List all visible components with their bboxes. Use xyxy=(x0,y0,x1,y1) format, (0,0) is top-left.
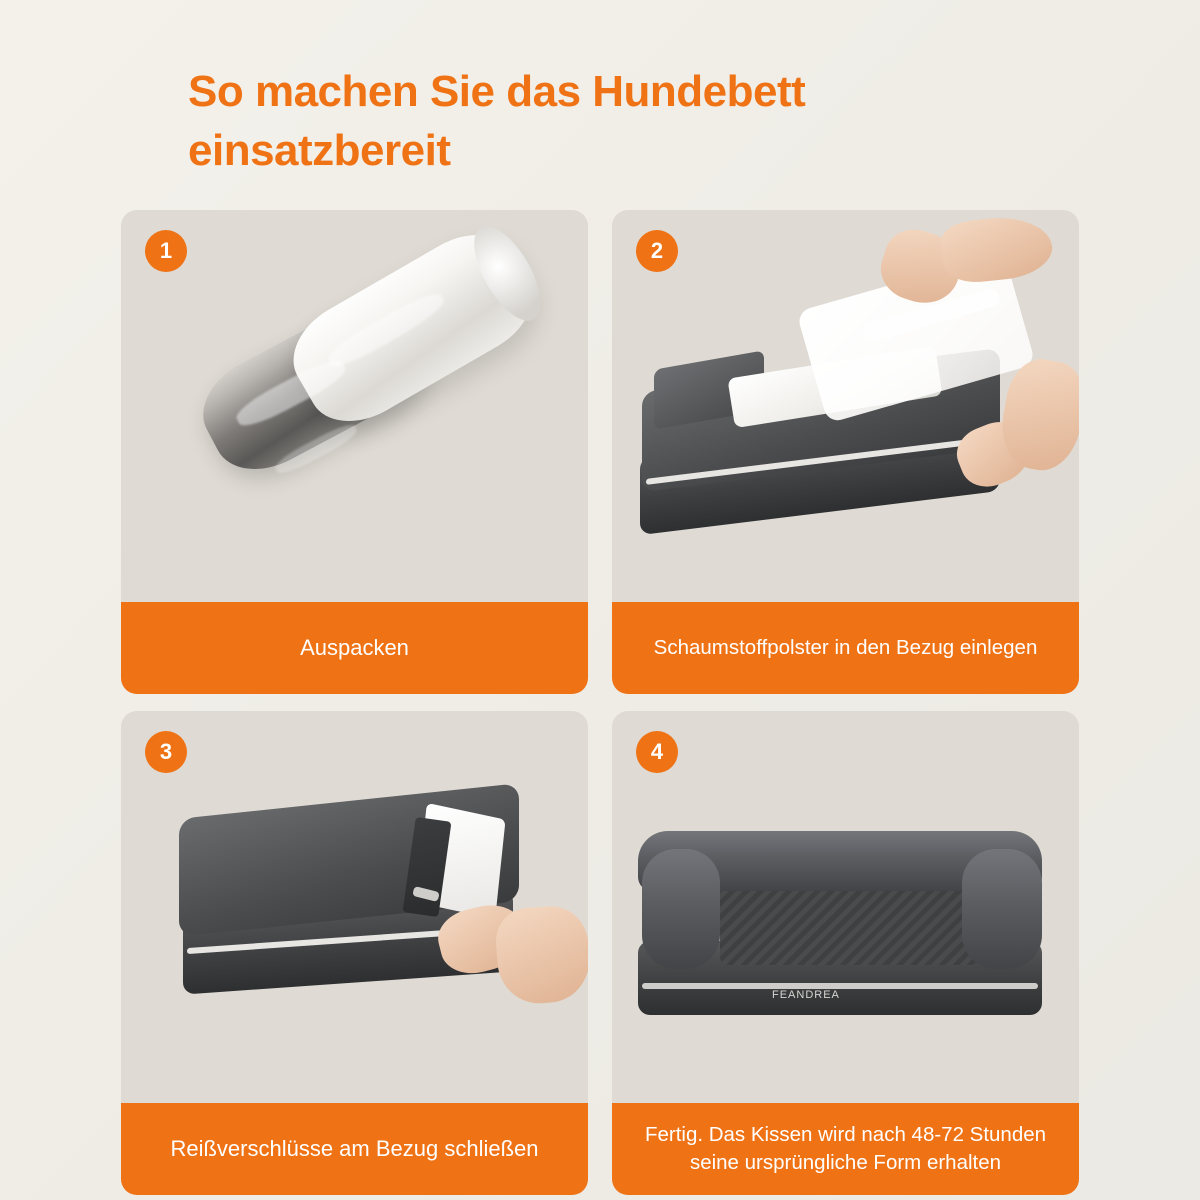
step-caption-1: Auspacken xyxy=(121,602,588,694)
step-caption-4: Fertig. Das Kissen wird nach 48-72 Stunden seine ursprüngliche Form erhalten xyxy=(612,1103,1079,1195)
bolster-right xyxy=(962,849,1042,969)
step-caption-2: Schaumstoffpolster in den Bezug einlegen xyxy=(612,602,1079,694)
step-image-4 xyxy=(612,711,1079,1103)
forearm xyxy=(494,904,588,1006)
forearm-left xyxy=(939,212,1055,285)
step-image-3 xyxy=(121,711,588,1103)
step-number-badge: 2 xyxy=(636,230,678,272)
step-number-badge: 1 xyxy=(145,230,187,272)
steps-grid xyxy=(121,210,1079,1195)
step-card-2 xyxy=(612,210,1079,694)
step-image-1 xyxy=(121,210,588,602)
bolster-left xyxy=(642,849,720,969)
bed-piping xyxy=(642,983,1038,989)
page-title: So machen Sie das Hundebett einsatzbereit xyxy=(188,67,806,176)
bed-mattress xyxy=(720,879,982,965)
step-number-badge: 4 xyxy=(636,731,678,773)
step-card-1 xyxy=(121,210,588,694)
step-number-badge: 3 xyxy=(145,731,187,773)
step-image-2 xyxy=(612,210,1079,602)
step-card-3 xyxy=(121,711,588,1195)
step-card-4 xyxy=(612,711,1079,1195)
step-caption-3: Reißverschlüsse am Bezug schließen xyxy=(121,1103,588,1195)
brand-logo: FEANDREA xyxy=(772,989,840,1001)
